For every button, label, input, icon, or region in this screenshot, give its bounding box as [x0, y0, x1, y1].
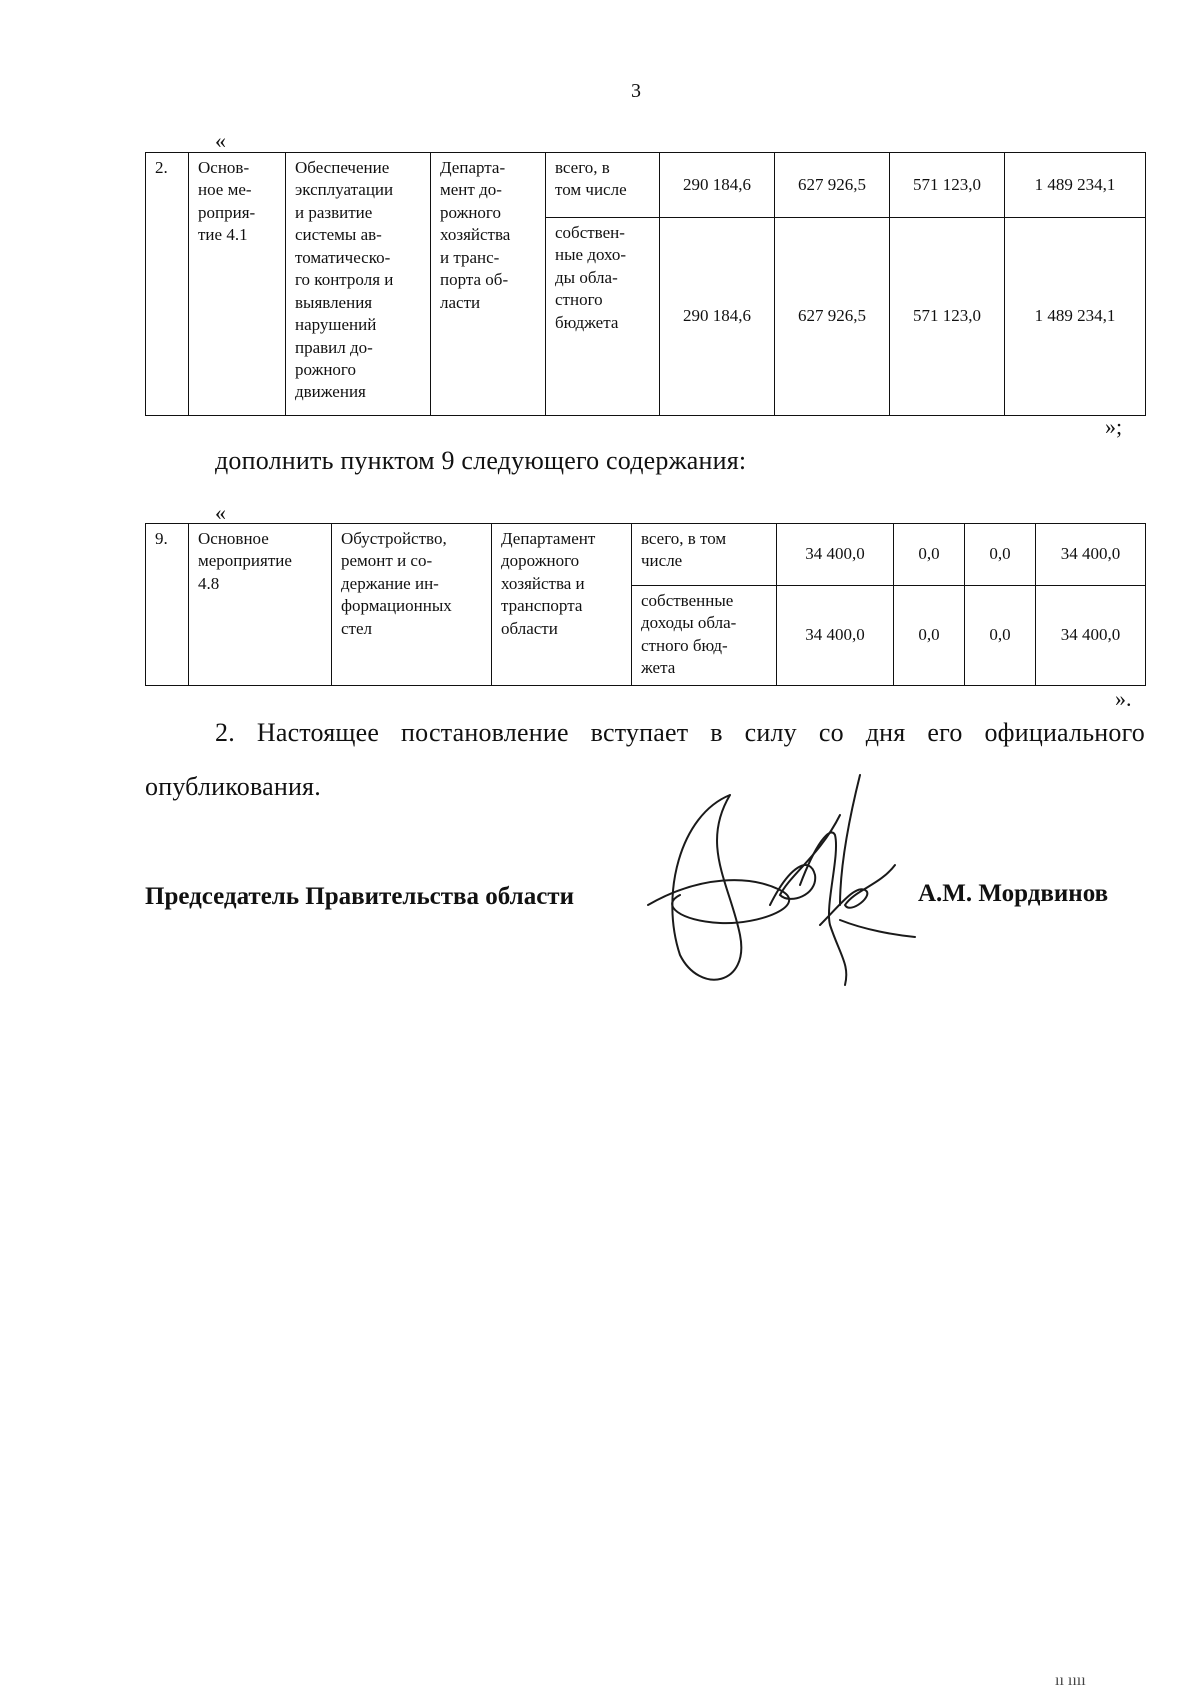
- table1-row-number: 2.: [146, 153, 189, 416]
- table2-executor: Департамент дорожного хозяйства и транспорта области: [492, 524, 632, 686]
- footer-marks: ıı ıııı: [1055, 1672, 1086, 1689]
- table2-row-number: 9.: [146, 524, 189, 686]
- page-number: 3: [631, 80, 641, 102]
- table1-total-value: 290 184,6: [660, 153, 775, 218]
- table2-event-name: Основное мероприятие 4.8: [189, 524, 332, 686]
- table2-total-value: 34 400,0: [777, 524, 894, 586]
- table2-source-own-income: собственные доходы обла- стного бюд- жета: [632, 586, 777, 686]
- signatory-position: Председатель Правительства области: [145, 883, 574, 910]
- table2-open-quote: «: [215, 500, 226, 525]
- table1-total-value: 627 926,5: [775, 153, 890, 218]
- table1: [145, 152, 1146, 416]
- intro-text: дополнить пунктом 9 следующего содержания:: [215, 446, 747, 475]
- table1-total-value: 571 123,0: [890, 153, 1005, 218]
- table2-total-value: 0,0: [894, 524, 965, 586]
- table1-own-income-value: 1 489 234,1: [1005, 218, 1146, 416]
- table2-source-total: всего, в том числе: [632, 524, 777, 586]
- effective-date-paragraph-line2: опубликования.: [145, 772, 321, 801]
- table2: [145, 523, 1146, 686]
- table1-close-quote: »;: [1105, 414, 1123, 439]
- table1-event-name: Основ- ное ме- роприя- тие 4.1: [189, 153, 286, 416]
- table1-own-income-value: 571 123,0: [890, 218, 1005, 416]
- signatory-name: А.М. Мордвинов: [918, 880, 1109, 907]
- table1-source-total: всего, в том числе: [546, 153, 660, 218]
- signature-stroke: [648, 880, 789, 923]
- handwritten-signature: [640, 755, 920, 995]
- signature-stroke: [672, 795, 741, 980]
- signature-stroke: [770, 815, 840, 905]
- table1-description: Обеспечение эксплуатации и развитие системы ав- томатическо- го контроля и выявления нарушений правил до- рожного движения: [286, 153, 431, 416]
- table1-own-income-value: 627 926,5: [775, 218, 890, 416]
- table1-open-quote: «: [215, 128, 226, 153]
- table1-executor: Департа- мент до- рожного хозяйства и транс- порта об- ласти: [431, 153, 546, 416]
- table2-close-quote: ».: [1115, 686, 1132, 711]
- effective-date-paragraph-line1: 2. Настоящее постановление вступает в силу со дня его официального: [215, 718, 1145, 747]
- table2-own-income-value: 0,0: [965, 586, 1036, 686]
- table2-total-value: 34 400,0: [1036, 524, 1146, 586]
- table1-own-income-value: 290 184,6: [660, 218, 775, 416]
- table2-description: Обустройство, ремонт и со- держание ин- формационных стел: [332, 524, 492, 686]
- table1-source-own-income: собствен- ные дохо- ды обла- стного бюджета: [546, 218, 660, 416]
- table1-total-value: 1 489 234,1: [1005, 153, 1146, 218]
- signature-stroke: [840, 775, 860, 905]
- table2-own-income-value: 0,0: [894, 586, 965, 686]
- signature-stroke: [800, 832, 846, 985]
- table2-own-income-value: 34 400,0: [777, 586, 894, 686]
- signature-stroke: [840, 920, 915, 937]
- table2-total-value: 0,0: [965, 524, 1036, 586]
- table2-own-income-value: 34 400,0: [1036, 586, 1146, 686]
